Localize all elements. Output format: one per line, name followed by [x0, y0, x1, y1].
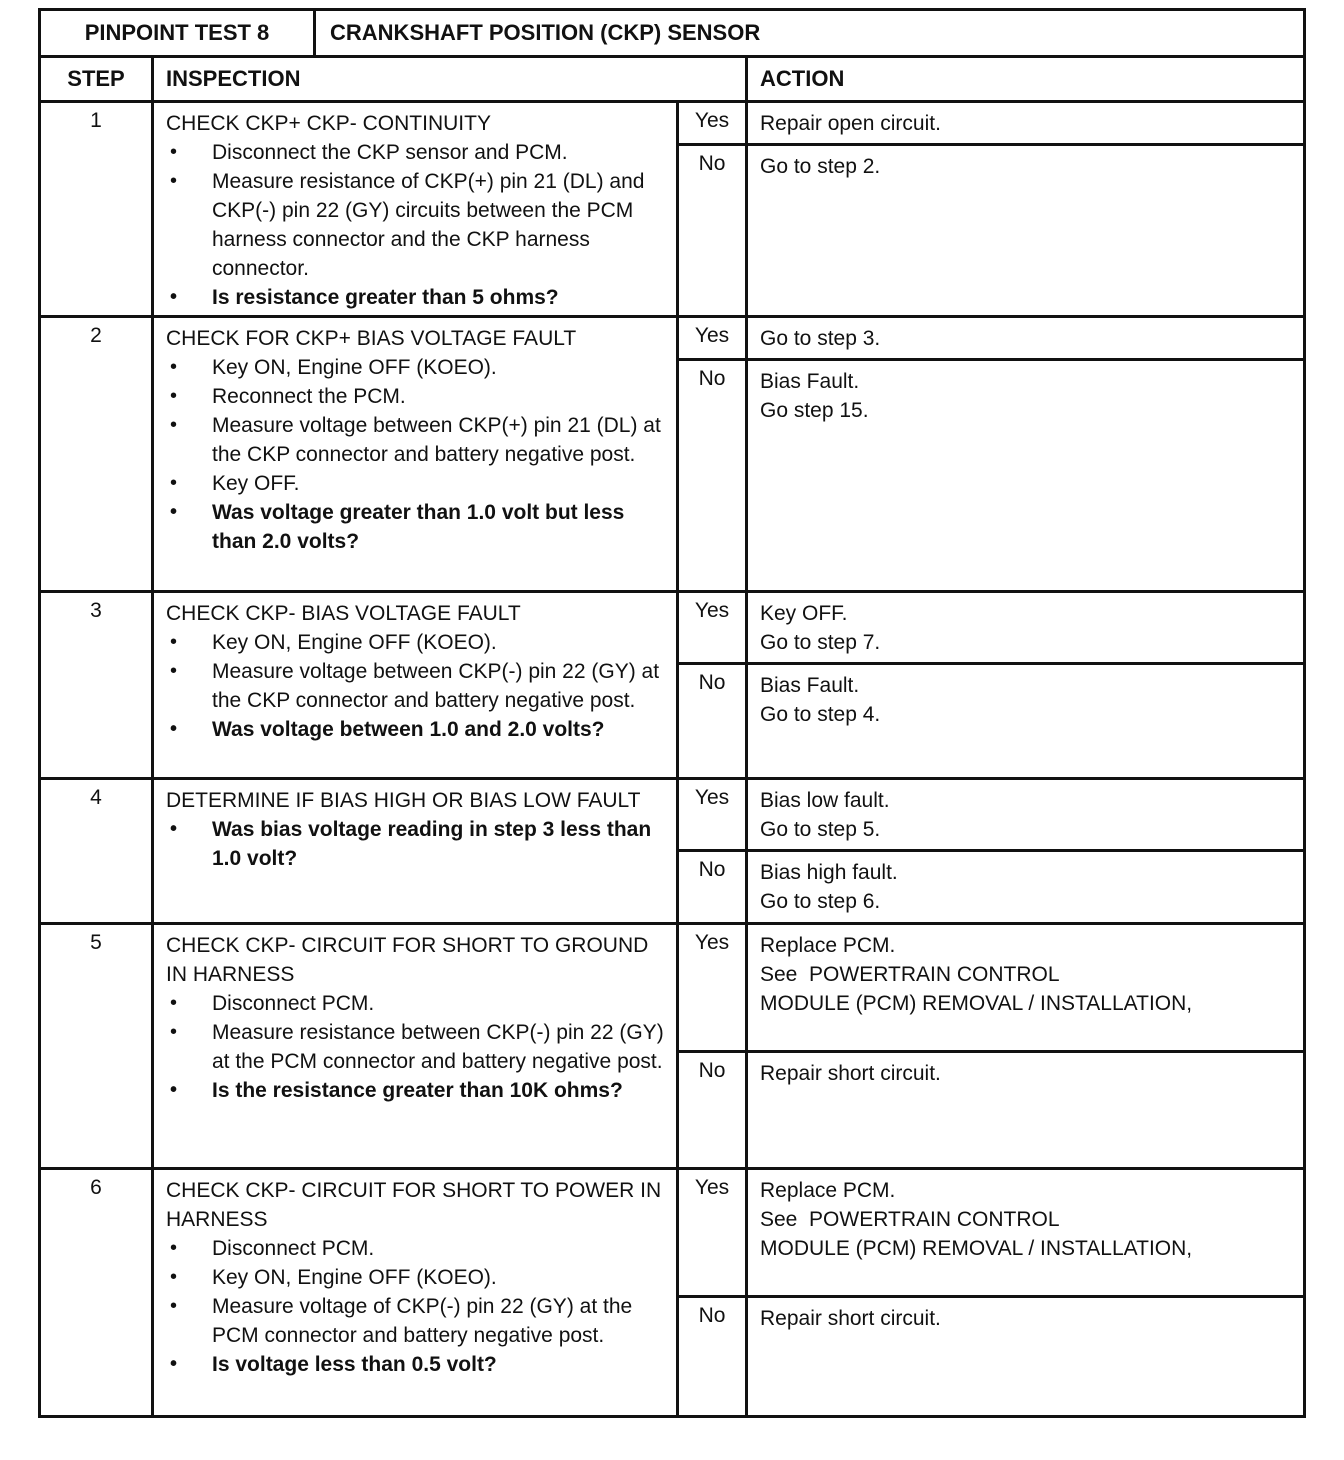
inspection-bullet: • Disconnect the CKP sensor and PCM. — [166, 138, 668, 167]
yes-label: Yes — [679, 780, 748, 849]
step-inspection — [154, 925, 679, 1167]
no-action — [748, 1298, 1303, 1415]
no-action — [748, 146, 1303, 315]
no-answer-row — [679, 361, 1303, 590]
inspection-question: • Was voltage greater than 1.0 volt but less than 2.0 volts? — [166, 498, 668, 556]
no-answer-row — [679, 1298, 1303, 1415]
no-action — [748, 852, 1303, 922]
inspection-title: CHECK CKP- CIRCUIT FOR SHORT TO POWER IN HARNESS — [166, 1179, 662, 1231]
yes-label: Yes — [679, 1170, 748, 1295]
step-row-4 — [41, 780, 1303, 925]
step-row-6 — [41, 1170, 1303, 1415]
step-row-1 — [41, 103, 1303, 318]
yes-action — [748, 925, 1303, 1050]
action-line: Bias Fault. — [760, 674, 860, 697]
yes-action — [748, 1170, 1303, 1295]
inspection-title: CHECK CKP+ CKP- CONTINUITY — [166, 112, 491, 135]
action-line: MODULE (PCM) REMOVAL / INSTALLATION, — [760, 992, 1193, 1015]
step-answers — [679, 925, 1303, 1167]
step-answers — [679, 1170, 1303, 1415]
step-rows — [41, 103, 1303, 1415]
step-inspection — [154, 318, 679, 590]
inspection-bullet: • Key ON, Engine OFF (KOEO). — [166, 1263, 668, 1292]
no-label: No — [679, 1053, 748, 1167]
step-answers — [679, 318, 1303, 590]
action-line: Go to step 6. — [760, 890, 881, 913]
inspection-bullet: • Key OFF. — [166, 469, 668, 498]
action-line: Bias high fault. — [760, 861, 898, 884]
action-line: Bias Fault. — [760, 370, 860, 393]
inspection-question: • Was voltage between 1.0 and 2.0 volts? — [166, 715, 668, 744]
inspection-bullets — [166, 628, 668, 744]
step-row-2 — [41, 318, 1303, 593]
step-number: 6 — [41, 1170, 154, 1415]
test-id: PINPOINT TEST 8 — [41, 11, 316, 55]
action-line: Go step 15. — [760, 399, 869, 422]
test-title: CRANKSHAFT POSITION (CKP) SENSOR — [330, 20, 761, 45]
inspection-bullet: • Measure voltage of CKP(-) pin 22 (GY) at the PCM connector and battery negative post. — [166, 1292, 668, 1350]
action-line: MODULE (PCM) REMOVAL / INSTALLATION, — [760, 1237, 1193, 1260]
inspection-bullet: • Measure resistance of CKP(+) pin 21 (DL) and CKP(-) pin 22 (GY) circuits between the PCM harness connector and the CKP harness connector. — [166, 167, 668, 283]
no-answer-row — [679, 146, 1303, 315]
yes-action — [748, 318, 1303, 358]
no-action — [748, 1053, 1303, 1167]
inspection-title: CHECK CKP- CIRCUIT FOR SHORT TO GROUND IN HARNESS — [166, 934, 649, 986]
yes-answer-row — [679, 103, 1303, 146]
no-label: No — [679, 361, 748, 590]
column-header-row — [41, 58, 1303, 103]
step-row-5 — [41, 925, 1303, 1170]
no-action — [748, 361, 1303, 590]
inspection-bullets — [166, 138, 668, 312]
inspection-bullets — [166, 815, 668, 873]
inspection-bullet: • Measure resistance between CKP(-) pin 22 (GY) at the PCM connector and battery negative post. — [166, 1018, 668, 1076]
action-line: See POWERTRAIN CONTROL — [760, 963, 1060, 986]
test-header — [41, 11, 1303, 58]
no-label: No — [679, 1298, 748, 1415]
inspection-bullet: • Disconnect PCM. — [166, 989, 668, 1018]
yes-answer-row — [679, 593, 1303, 665]
action-line: Replace PCM. — [760, 1179, 896, 1202]
column-header-action: ACTION — [760, 66, 845, 91]
step-answers — [679, 103, 1303, 315]
step-number: 5 — [41, 925, 154, 1167]
step-inspection — [154, 103, 679, 315]
action-line: Bias low fault. — [760, 789, 890, 812]
step-answers — [679, 780, 1303, 922]
no-answer-row — [679, 665, 1303, 777]
step-number: 1 — [41, 103, 154, 315]
action-line: Go to step 3. — [760, 327, 881, 350]
inspection-bullet: • Disconnect PCM. — [166, 1234, 668, 1263]
yes-label: Yes — [679, 593, 748, 662]
column-header-step: STEP — [41, 58, 154, 100]
yes-answer-row — [679, 318, 1303, 361]
yes-answer-row — [679, 1170, 1303, 1298]
step-row-3 — [41, 593, 1303, 780]
column-header-inspection: INSPECTION — [154, 58, 748, 100]
no-action — [748, 665, 1303, 777]
step-inspection — [154, 780, 679, 922]
step-number: 4 — [41, 780, 154, 922]
inspection-question: • Was bias voltage reading in step 3 less than 1.0 volt? — [166, 815, 668, 873]
yes-label: Yes — [679, 925, 748, 1050]
yes-label: Yes — [679, 318, 748, 358]
step-inspection — [154, 1170, 679, 1415]
inspection-bullet: • Key ON, Engine OFF (KOEO). — [166, 628, 668, 657]
no-label: No — [679, 852, 748, 922]
inspection-bullets — [166, 353, 668, 556]
yes-action — [748, 593, 1303, 662]
inspection-bullet: • Reconnect the PCM. — [166, 382, 668, 411]
step-number: 3 — [41, 593, 154, 777]
action-line: Repair open circuit. — [760, 112, 941, 135]
yes-answer-row — [679, 925, 1303, 1053]
inspection-question: • Is voltage less than 0.5 volt? — [166, 1350, 668, 1379]
action-line: See POWERTRAIN CONTROL — [760, 1208, 1060, 1231]
action-line: Go to step 5. — [760, 818, 881, 841]
pinpoint-test-table — [38, 8, 1306, 1418]
action-line: Repair short circuit. — [760, 1062, 941, 1085]
action-line: Key OFF. — [760, 602, 848, 625]
inspection-bullet: • Measure voltage between CKP(-) pin 22 (GY) at the CKP connector and battery negative post. — [166, 657, 668, 715]
step-inspection — [154, 593, 679, 777]
action-line: Go to step 7. — [760, 631, 881, 654]
no-answer-row — [679, 852, 1303, 922]
action-line: Go to step 4. — [760, 703, 881, 726]
step-answers — [679, 593, 1303, 777]
yes-label: Yes — [679, 103, 748, 143]
yes-answer-row — [679, 780, 1303, 852]
no-label: No — [679, 146, 748, 315]
inspection-bullets — [166, 1234, 668, 1379]
yes-action — [748, 103, 1303, 143]
action-line: Replace PCM. — [760, 934, 896, 957]
inspection-bullets — [166, 989, 668, 1105]
no-label: No — [679, 665, 748, 777]
step-number: 2 — [41, 318, 154, 590]
inspection-title: CHECK FOR CKP+ BIAS VOLTAGE FAULT — [166, 327, 577, 350]
inspection-title: DETERMINE IF BIAS HIGH OR BIAS LOW FAULT — [166, 789, 641, 812]
inspection-bullet: • Measure voltage between CKP(+) pin 21 (DL) at the CKP connector and battery negative post. — [166, 411, 668, 469]
action-line: Repair short circuit. — [760, 1307, 941, 1330]
inspection-bullet: • Key ON, Engine OFF (KOEO). — [166, 353, 668, 382]
yes-action — [748, 780, 1303, 849]
no-answer-row — [679, 1053, 1303, 1167]
inspection-title: CHECK CKP- BIAS VOLTAGE FAULT — [166, 602, 521, 625]
inspection-question: • Is the resistance greater than 10K ohms? — [166, 1076, 668, 1105]
inspection-question: • Is resistance greater than 5 ohms? — [166, 283, 668, 312]
action-line: Go to step 2. — [760, 155, 881, 178]
